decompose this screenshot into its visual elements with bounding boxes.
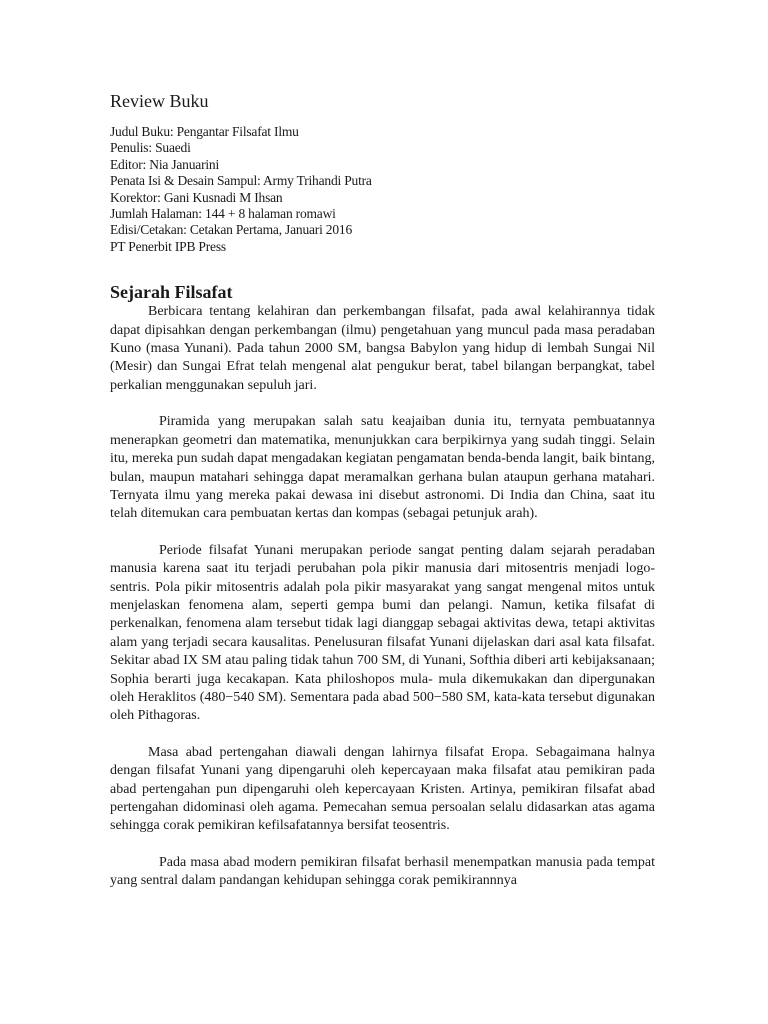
paragraph-4: Masa abad pertengahan diawali dengan lahirnya filsafat Eropa. Sebagaimana halnya dengan filsafat Yunani yang dipengaruhi oleh kepercayaan maka filsafat atau pemikiran pada abad pertengahan pun dipengaruhi oleh kepercayaan Kristen. Artinya, pemikiran filsafat abad pertengahan didominasi oleh agama. Pemecahan semua persoalan selalu didasarkan atas agama sehingga corak pemikiran kefilsafatannya bersifat teosentris. <box>110 744 655 834</box>
meta-book-title: Judul Buku: Pengantar Filsafat Ilmu <box>110 124 299 139</box>
meta-layout-cover-designer: Penata Isi & Desain Sampul: Army Trihandi Putra <box>110 173 372 189</box>
meta-publisher: PT Penerbit IPB Press <box>110 238 226 254</box>
document-page <box>110 88 655 891</box>
book-metadata-list <box>110 124 655 255</box>
meta-author: Penulis: Suaedi <box>110 140 191 156</box>
section-heading: Sejarah Filsafat <box>110 282 233 303</box>
meta-editor: Editor: Nia Januarini <box>110 156 220 172</box>
meta-edition: Edisi/Cetakan: Cetakan Pertama, Januari 2016 <box>110 222 353 238</box>
paragraph-5: Pada masa abad modern pemikiran filsafat berhasil menempatkan manusia pada tempat yang sentral dalam pandangan kehidupan sehingga corak pemikirannnya <box>110 854 655 889</box>
paragraph-3: Periode filsafat Yunani merupakan periode sangat penting dalam sejarah peradaban manusia karena saat itu terjadi perubahan pola pikir manusia dari mitosentris menjadi logo-sentris. Pola pikir mitosentris adalah pola pikir masyarakat yang sangat mengenal mitos untuk menjelaskan fenomena alam, seperti gempa bumi dan pelangi. Namun, ketika filsafat di perkenalkan, fenomena alam tersebut tidak lagi dianggap sebagai aktivitas dewa, tetapi aktivitas alam yang terjadi secara kausalitas. Penelusuran filsafat Yunani dijelaskan dari asal kata filsafat. Sekitar abad IX SM atau paling tidak tahun 700 SM, di Yunani, Softhia diberi arti kebijaksanaan; Sophia berarti juga kecakapan. Kata philoshopos mula- mula dikemukakan dan dipergunakan oleh Heraklitos (480−540 SM). Sementara pada abad 500−580 SM, kata-kata tersebut digunakan oleh Pithagoras. <box>110 542 655 724</box>
meta-corrector: Korektor: Gani Kusnadi M Ihsan <box>110 189 283 205</box>
document-title: Review Buku <box>110 91 209 111</box>
meta-page-count: Jumlah Halaman: 144 + 8 halaman romawi <box>110 206 336 222</box>
paragraph-1: Berbicara tentang kelahiran dan perkembangan filsafat, pada awal kelahirannya tidak dapat dipisahkan dengan perkembangan (ilmu) pengetahuan yang muncul pada masa peradaban Kuno (masa Yunani). Pada tahun 2000 SM, bangsa Babylon yang hidup di lembah Sungai Nil (Mesir) dan Sungai Efrat telah mengenal alat pengukur berat, tabel bilangan berpangkat, tabel perkalian menggunakan sepuluh jari. <box>110 304 655 393</box>
paragraph-2: Piramida yang merupakan salah satu keajaiban dunia itu, ternyata pembuatannya menerapkan geometri dan matematika, menunjukkan cara berpikirnya yang sudah tinggi. Selain itu, mereka pun sudah dapat mengadakan kegiatan pengamatan benda-benda langit, baik bintang, bulan, maupun matahari sehingga dapat meramalkan gerhana bulan ataupun gerhana matahari. Ternyata ilmu yang mereka pakai dewasa ini disebut astronomi. Di India dan China, saat itu telah ditemukan cara pembuatan kertas dan kompas (sebagai petunjuk arah). <box>110 414 655 522</box>
